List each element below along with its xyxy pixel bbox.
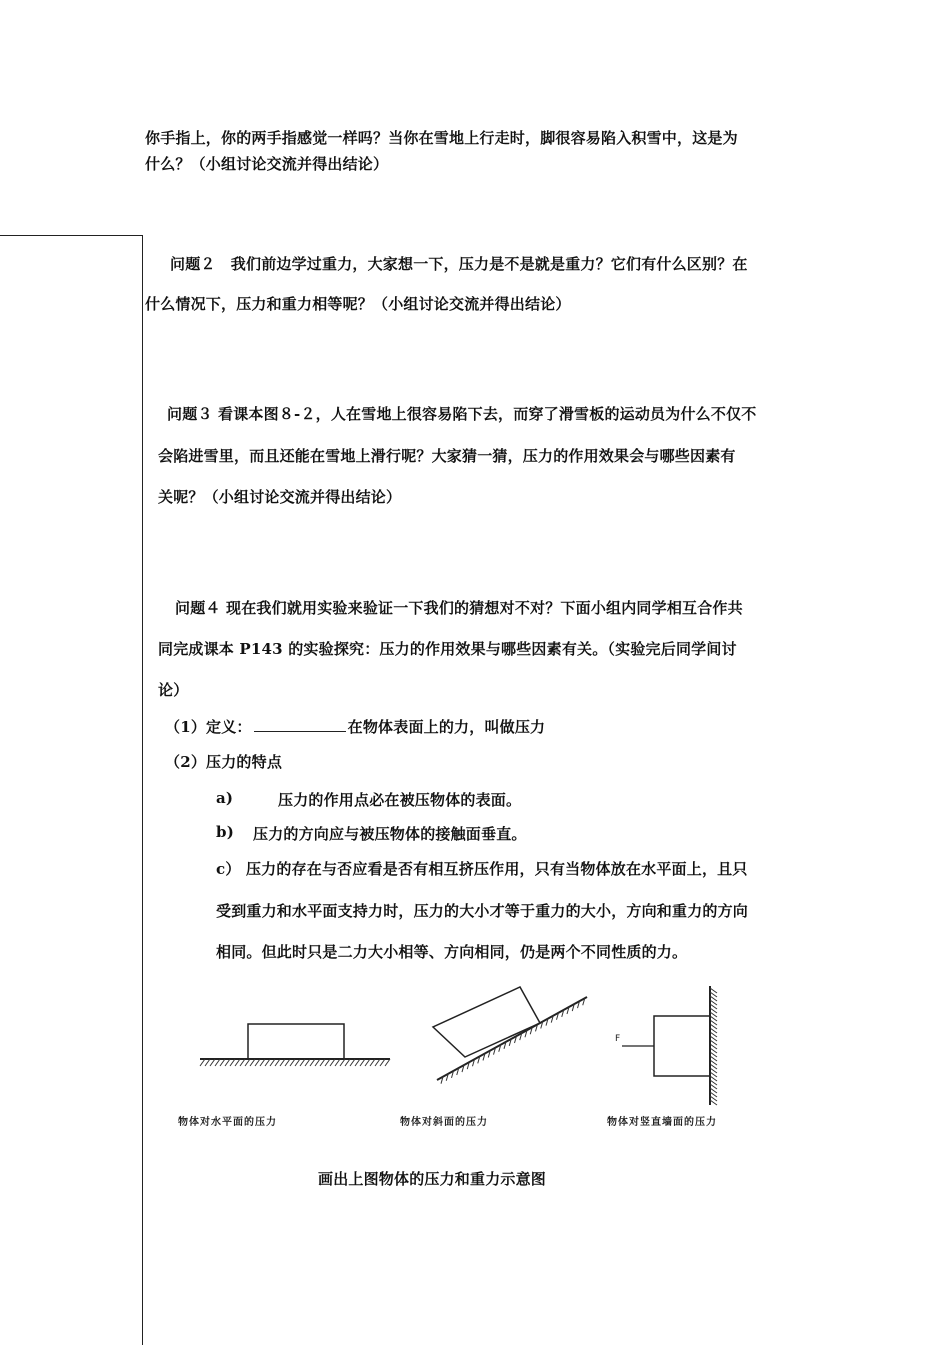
hatch-mark: [315, 1059, 320, 1066]
question-3-line-2: 会陷进雪里，而且还能在雪地上滑行呢？大家猜一猜，压力的作用效果会与哪些因素有: [158, 447, 736, 465]
hatch-mark: [290, 1059, 295, 1066]
hatch-mark: [320, 1059, 325, 1066]
question-4-line-2: 同完成课本 P143 的实验探究：压力的作用效果与哪些因素有关。（实验完后同学间讨: [158, 640, 737, 658]
hatch-mark: [335, 1059, 340, 1066]
hatch-mark: [265, 1059, 270, 1066]
question-2-line-1: 问题２ 我们前边学过重力，大家想一下，压力是不是就是重力？它们有什么区别？在: [170, 255, 748, 273]
vertical-wall-figure: [612, 983, 722, 1108]
table-border: [0, 235, 143, 1345]
wall-hatching: [710, 988, 717, 1105]
feature-b-text: 压力的方向应与被压物体的接触面垂直。: [253, 825, 527, 843]
hatch-mark: [370, 1059, 375, 1066]
block-on-incline: [433, 987, 540, 1057]
feature-a-label: a): [216, 789, 234, 807]
floor-hatching: [200, 1059, 390, 1066]
intro-line-1: 你手指上，你的两手指感觉一样吗？当你在雪地上行走时，脚很容易陷入积雪中，这是为: [145, 129, 738, 147]
block-on-wall: [654, 1016, 710, 1076]
incline-figure: [425, 975, 600, 1095]
hatch-mark: [340, 1059, 345, 1066]
question-4-line-3: 论）: [158, 681, 189, 699]
horizontal-surface-figure: [195, 1015, 395, 1075]
caption-vertical-wall: 物体对竖直墙面的压力: [607, 1117, 717, 1128]
hatch-mark: [260, 1059, 265, 1066]
hatch-mark: [325, 1059, 330, 1066]
incline-line: [437, 997, 587, 1080]
hatch-mark: [355, 1059, 360, 1066]
hatch-mark: [300, 1059, 305, 1066]
incline-hatching: [441, 998, 585, 1083]
definition-line: [165, 716, 545, 737]
hatch-mark: [330, 1059, 335, 1066]
drawing-instruction: 画出上图物体的压力和重力示意图: [318, 1170, 547, 1188]
question-2-line-2: 什么情况下，压力和重力相等呢？（小组讨论交流并得出结论）: [145, 295, 571, 313]
hatch-mark: [225, 1059, 230, 1066]
hatch-mark: [205, 1059, 210, 1066]
block-on-floor: [248, 1024, 344, 1059]
hatch-mark: [360, 1059, 365, 1066]
hatch-mark: [275, 1059, 280, 1066]
force-label: F: [615, 1034, 621, 1044]
hatch-mark: [240, 1059, 245, 1066]
hatch-mark: [235, 1059, 240, 1066]
feature-c-line-1: c） 压力的存在与否应看是否有相互挤压作用，只有当物体放在水平面上，且只: [216, 860, 748, 878]
hatch-mark: [215, 1059, 220, 1066]
hatch-mark: [280, 1059, 285, 1066]
feature-b-label: b): [216, 823, 234, 841]
hatch-mark: [250, 1059, 255, 1066]
hatch-mark: [295, 1059, 300, 1066]
hatch-mark: [200, 1059, 205, 1066]
hatch-mark: [345, 1059, 350, 1066]
question-3-line-1: 问题３ 看课本图８-２，人在雪地上很容易陷下去，而穿了滑雪板的运动员为什么不仅不: [167, 405, 757, 423]
feature-c-line-2: 受到重力和水平面支持力时，压力的大小才等于重力的大小，方向和重力的方向: [216, 902, 749, 920]
hatch-mark: [285, 1059, 290, 1066]
features-title: （2）压力的特点: [165, 753, 283, 771]
hatch-mark: [365, 1059, 370, 1066]
hatch-mark: [220, 1059, 225, 1066]
intro-line-2: 什么？（小组讨论交流并得出结论）: [145, 155, 389, 173]
definition-suffix: 在物体表面上的力，叫做压力: [347, 718, 546, 736]
definition-blank[interactable]: [254, 717, 346, 732]
hatch-mark: [350, 1059, 355, 1066]
hatch-mark: [375, 1059, 380, 1066]
hatch-mark: [310, 1059, 315, 1066]
feature-a-text: 压力的作用点必在被压物体的表面。: [278, 791, 522, 809]
hatch-mark: [245, 1059, 250, 1066]
question-3-line-3: 关呢？（小组讨论交流并得出结论）: [158, 488, 402, 506]
hatch-mark: [230, 1059, 235, 1066]
hatch-mark: [270, 1059, 275, 1066]
hatch-mark: [210, 1059, 215, 1066]
hatch-mark: [385, 1059, 390, 1066]
hatch-mark: [305, 1059, 310, 1066]
question-4-line-1: 问题４ 现在我们就用实验来验证一下我们的猜想对不对？下面小组内同学相互合作共: [175, 599, 743, 617]
feature-c-line-3: 相同。但此时只是二力大小相等、方向相同，仍是两个不同性质的力。: [216, 943, 688, 961]
hatch-mark: [380, 1059, 385, 1066]
hatch-mark: [255, 1059, 260, 1066]
definition-prefix: （1）定义：: [165, 718, 252, 736]
caption-horizontal: 物体对水平面的压力: [178, 1117, 277, 1128]
caption-incline: 物体对斜面的压力: [400, 1117, 488, 1128]
